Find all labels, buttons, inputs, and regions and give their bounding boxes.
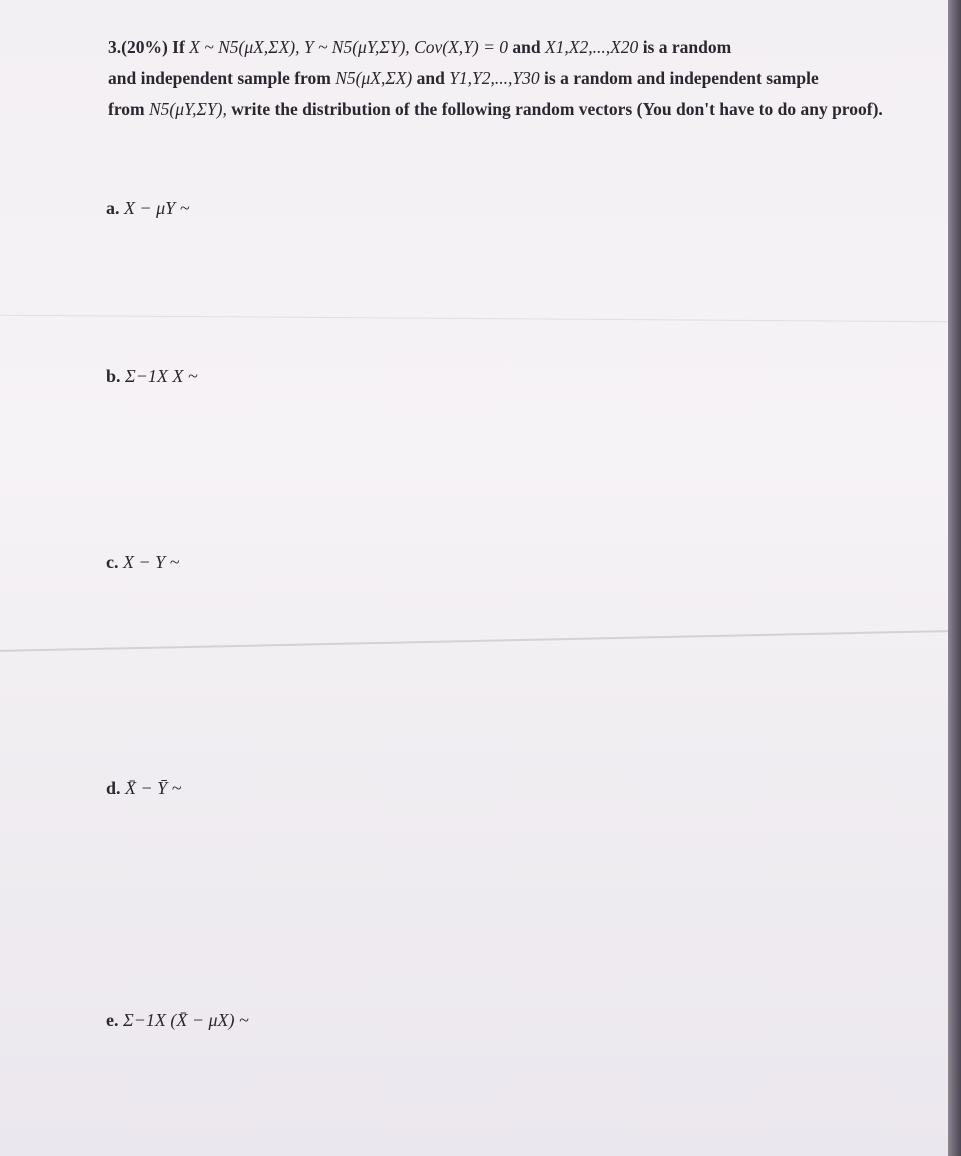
- question-a: a. X − μY ~: [106, 198, 190, 218]
- question-a-expr: X − μY ~: [124, 198, 190, 218]
- y-sample: Y1,Y2,...,Y30: [449, 68, 540, 88]
- paper-edge-shadow: [948, 0, 961, 1156]
- question-c: c. X − Y ~: [106, 552, 180, 572]
- y-population: N5(μY,ΣY),: [148, 99, 227, 119]
- question-e-expr: Σ−1X (X̄ − μX) ~: [123, 1010, 249, 1030]
- x-distribution: X ~ N5(μX,ΣX),: [189, 37, 300, 57]
- question-d-expr: X̄ − Ȳ ~: [125, 778, 182, 798]
- problem-number: 3.(20%): [108, 37, 168, 57]
- question-b: b. Σ−1X X ~: [106, 366, 198, 386]
- x-population: N5(μX,ΣX): [335, 68, 413, 88]
- question-b-expr: Σ−1X X ~: [125, 366, 198, 386]
- question-d: d. X̄ − Ȳ ~: [106, 778, 182, 798]
- x-sample: X1,X2,...,X20: [544, 37, 639, 57]
- covariance: Cov(X,Y) = 0: [414, 37, 509, 57]
- y-distribution: Y ~ N5(μY,ΣY),: [303, 37, 410, 57]
- problem-statement: 3.(20%) If X ~ N5(μX,ΣX), Y ~ N5(μY,ΣY), Cov(X,Y) = 0 and X1,X2,...,X20 is a random and independent sample from N5(μX,ΣX) and Y1,Y2,...,Y30 is a random and independent sample from N5(μY,ΣY), write the distribution of the following random vectors (You don't have to do any proof).: [108, 37, 883, 119]
- question-c-expr: X − Y ~: [123, 552, 180, 572]
- instruction: write the distribution of the following random vectors (You don't have to do any proof).: [231, 99, 883, 119]
- question-e: e. Σ−1X (X̄ − μX) ~: [106, 1010, 249, 1030]
